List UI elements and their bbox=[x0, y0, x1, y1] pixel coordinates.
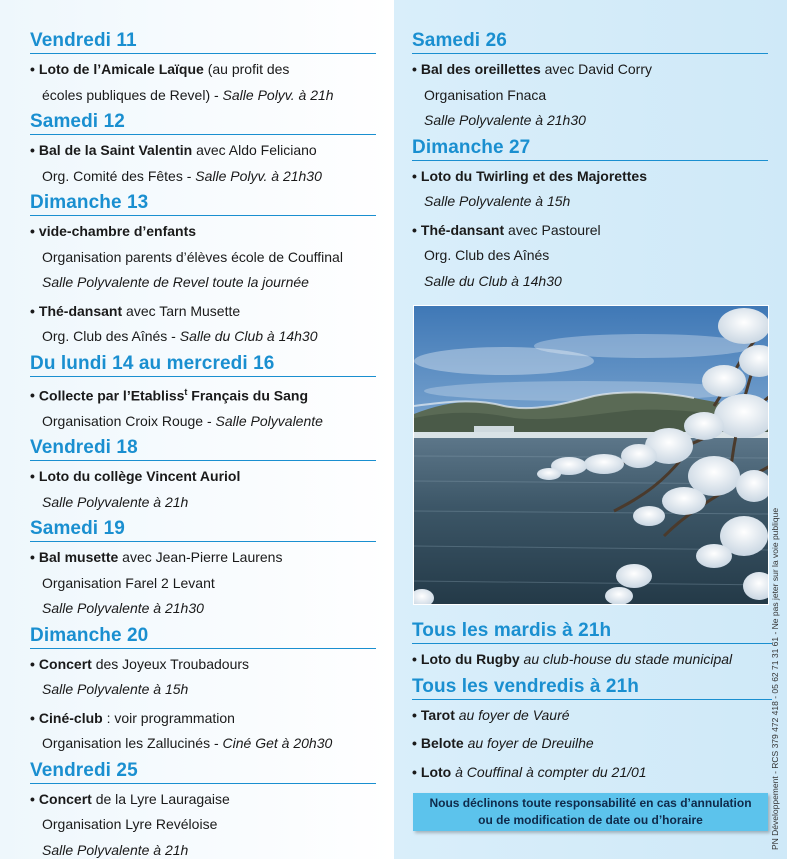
event-item bbox=[412, 57, 768, 134]
event-text: Concert bbox=[38, 790, 92, 807]
day-heading: Tous les vendredis à 21h bbox=[412, 676, 772, 700]
event-title-line bbox=[412, 57, 768, 83]
event-text: Salle Polyvalente à 21h30 bbox=[424, 112, 586, 128]
event-title-line bbox=[30, 545, 376, 571]
event-text: Thé-dansant bbox=[420, 221, 505, 238]
event-detail-line bbox=[30, 596, 376, 622]
event-text: Bal de la Saint Valentin bbox=[38, 142, 193, 158]
event-text: Salle Polyvalente bbox=[215, 412, 323, 429]
event-text: Loto du Rugby bbox=[420, 651, 520, 667]
event-text: (au profit des bbox=[203, 61, 290, 77]
day-heading: Samedi 19 bbox=[30, 518, 376, 542]
event-text: Organisation Farel 2 Levant bbox=[42, 574, 215, 591]
bullet-icon: • bbox=[412, 61, 417, 77]
event-text: Loto de l’Amicale Laïque bbox=[38, 61, 204, 77]
event-detail-line bbox=[30, 571, 376, 597]
event-text: Org. Club des Aînés bbox=[424, 247, 550, 263]
event-text: t bbox=[184, 386, 188, 397]
event-text: à Couffinal à compter du 21/01 bbox=[451, 763, 647, 780]
bullet-icon: • bbox=[30, 302, 35, 319]
event-item bbox=[412, 731, 772, 757]
event-title-line bbox=[30, 57, 376, 83]
event-title-line bbox=[30, 299, 376, 325]
event-title-line bbox=[30, 787, 376, 813]
event-text: avec David Corry bbox=[540, 61, 652, 77]
event-detail-line bbox=[30, 490, 376, 516]
event-text: Loto du collège Vincent Auriol bbox=[38, 468, 241, 485]
event-item bbox=[412, 218, 768, 295]
event-text: avec Pastourel bbox=[504, 221, 601, 238]
day-heading: Dimanche 20 bbox=[30, 625, 376, 649]
event-text: avec Jean-Pierre Laurens bbox=[118, 549, 283, 566]
day-heading: Vendredi 25 bbox=[30, 760, 376, 784]
event-text: Salle Polyvalente à 21h30 bbox=[42, 600, 204, 617]
day-heading: Dimanche 13 bbox=[30, 192, 376, 216]
event-item bbox=[30, 464, 376, 515]
event-text: Belote bbox=[420, 735, 464, 751]
event-item bbox=[30, 380, 376, 435]
event-item bbox=[30, 219, 376, 296]
event-text: Salle du Club à 14h30 bbox=[424, 272, 562, 289]
event-title-line bbox=[412, 647, 772, 673]
recurring-events bbox=[412, 620, 772, 788]
event-title-line bbox=[412, 703, 772, 729]
event-text: Org. Club des Aînés - bbox=[42, 328, 180, 344]
event-text: Bal musette bbox=[38, 549, 119, 566]
event-title-line bbox=[412, 164, 768, 190]
day-heading: Vendredi 11 bbox=[30, 30, 376, 54]
bullet-icon: • bbox=[30, 142, 35, 158]
event-item bbox=[30, 138, 376, 189]
event-title-line bbox=[412, 218, 768, 244]
event-text: Org. Comité des Fêtes - bbox=[42, 167, 196, 184]
event-item bbox=[30, 57, 376, 108]
left-column bbox=[30, 30, 376, 859]
event-text: au foyer de Vauré bbox=[454, 706, 570, 723]
event-text: avec Tarn Musette bbox=[122, 302, 241, 319]
event-text: au club-house du stade municipal bbox=[519, 651, 733, 667]
publisher-footer: PN Développement - RCS 379 472 418 - 05 62 71 31 61 - Ne pas jeter sur la voie publique bbox=[770, 507, 780, 850]
event-detail-line bbox=[412, 83, 768, 109]
event-detail-line bbox=[30, 731, 376, 757]
bullet-icon: • bbox=[412, 221, 417, 238]
bullet-icon: • bbox=[412, 735, 417, 751]
event-detail-line bbox=[30, 838, 376, 859]
event-text: Ciné Get à 20h30 bbox=[222, 735, 333, 752]
event-detail-line bbox=[30, 245, 376, 271]
event-text: Salle Polyvalente à 21h bbox=[42, 841, 189, 858]
event-detail-line bbox=[412, 243, 768, 269]
event-text: vide-chambre d’enfants bbox=[38, 223, 197, 239]
event-text: avec Aldo Feliciano bbox=[192, 142, 317, 158]
day-heading: Tous les mardis à 21h bbox=[412, 620, 772, 644]
bullet-icon: • bbox=[30, 223, 35, 239]
event-detail-line bbox=[412, 269, 768, 295]
event-text: des Joyeux Troubadours bbox=[91, 655, 250, 672]
event-text: Français du Sang bbox=[187, 387, 308, 404]
event-text: Salle Polyvalente à 21h bbox=[42, 493, 189, 510]
right-column bbox=[412, 30, 768, 297]
event-title-line bbox=[30, 652, 376, 678]
event-text: Bal des oreillettes bbox=[420, 61, 541, 77]
event-detail-line bbox=[412, 108, 768, 134]
bullet-icon: • bbox=[412, 651, 417, 667]
event-text: Salle Polyv. à 21h bbox=[222, 86, 334, 103]
disclaimer-line-1: Nous déclinons toute responsabilité en cas d’annulation bbox=[429, 796, 752, 810]
event-text: Organisation parents d’élèves école de Couffinal bbox=[42, 248, 343, 265]
event-text: de la Lyre Lauragaise bbox=[91, 790, 230, 807]
event-item bbox=[412, 647, 772, 673]
event-item bbox=[30, 652, 376, 703]
bullet-icon: • bbox=[30, 468, 35, 485]
event-item bbox=[30, 545, 376, 622]
bullet-icon: • bbox=[30, 790, 35, 807]
event-title-line bbox=[30, 706, 376, 732]
event-detail-line bbox=[412, 189, 768, 215]
event-text: Thé-dansant bbox=[38, 302, 123, 319]
day-heading: Samedi 12 bbox=[30, 111, 376, 135]
event-text: Organisation les Zallucinés - bbox=[42, 735, 223, 752]
event-text: écoles publiques de Revel) - bbox=[42, 86, 223, 103]
event-detail-line bbox=[30, 324, 376, 350]
disclaimer-notice bbox=[413, 793, 768, 831]
event-text: Concert bbox=[38, 655, 92, 672]
event-item bbox=[30, 706, 376, 757]
disclaimer-line-2: ou de modification de date ou d’horaire bbox=[478, 813, 703, 827]
event-text: Salle du Club à 14h30 bbox=[179, 328, 318, 344]
event-text: Salle Polyvalente de Revel toute la journée bbox=[42, 274, 309, 290]
event-title-line bbox=[30, 219, 376, 245]
event-text: Salle Polyvalente à 15h bbox=[424, 193, 571, 209]
day-heading: Vendredi 18 bbox=[30, 437, 376, 461]
event-title-line bbox=[30, 464, 376, 490]
event-text: au foyer de Dreuilhe bbox=[463, 735, 594, 751]
event-text: Organisation Croix Rouge - bbox=[42, 412, 216, 429]
event-item bbox=[30, 299, 376, 350]
event-detail-line bbox=[30, 270, 376, 296]
bullet-icon: • bbox=[412, 167, 417, 184]
event-item bbox=[30, 787, 376, 859]
event-text: Tarot bbox=[420, 706, 455, 723]
event-title-line bbox=[412, 760, 772, 786]
day-heading: Dimanche 27 bbox=[412, 137, 768, 161]
event-detail-line bbox=[30, 83, 376, 109]
event-item bbox=[412, 164, 768, 215]
event-text: : voir programmation bbox=[102, 709, 235, 726]
event-detail-line bbox=[30, 677, 376, 703]
event-title-line bbox=[412, 731, 772, 757]
day-heading: Samedi 26 bbox=[412, 30, 768, 54]
event-title-line bbox=[30, 138, 376, 164]
bullet-icon: • bbox=[30, 549, 35, 566]
bullet-icon: • bbox=[30, 61, 35, 77]
event-text: Organisation Fnaca bbox=[424, 86, 547, 103]
bullet-icon: • bbox=[30, 709, 35, 726]
bullet-icon: • bbox=[412, 763, 417, 780]
event-text: Collecte par l’Etabliss bbox=[38, 387, 185, 404]
event-detail-line bbox=[30, 812, 376, 838]
event-text: Loto du Twirling et des Majorettes bbox=[420, 167, 647, 184]
bullet-icon: • bbox=[30, 387, 35, 404]
snowy-lake-landscape-image bbox=[413, 305, 769, 605]
event-detail-line bbox=[30, 409, 376, 435]
event-text: Loto bbox=[420, 763, 452, 780]
bullet-icon: • bbox=[30, 655, 35, 672]
day-heading: Du lundi 14 au mercredi 16 bbox=[30, 353, 376, 377]
event-item bbox=[412, 703, 772, 729]
event-item bbox=[412, 760, 772, 786]
event-text: Ciné-club bbox=[38, 709, 103, 726]
event-detail-line bbox=[30, 164, 376, 190]
event-text: Salle Polyvalente à 15h bbox=[42, 681, 189, 698]
event-text: Organisation Lyre Revéloise bbox=[42, 816, 218, 833]
event-text: Salle Polyv. à 21h30 bbox=[195, 167, 322, 184]
bullet-icon: • bbox=[412, 706, 417, 723]
event-title-line bbox=[30, 380, 376, 409]
